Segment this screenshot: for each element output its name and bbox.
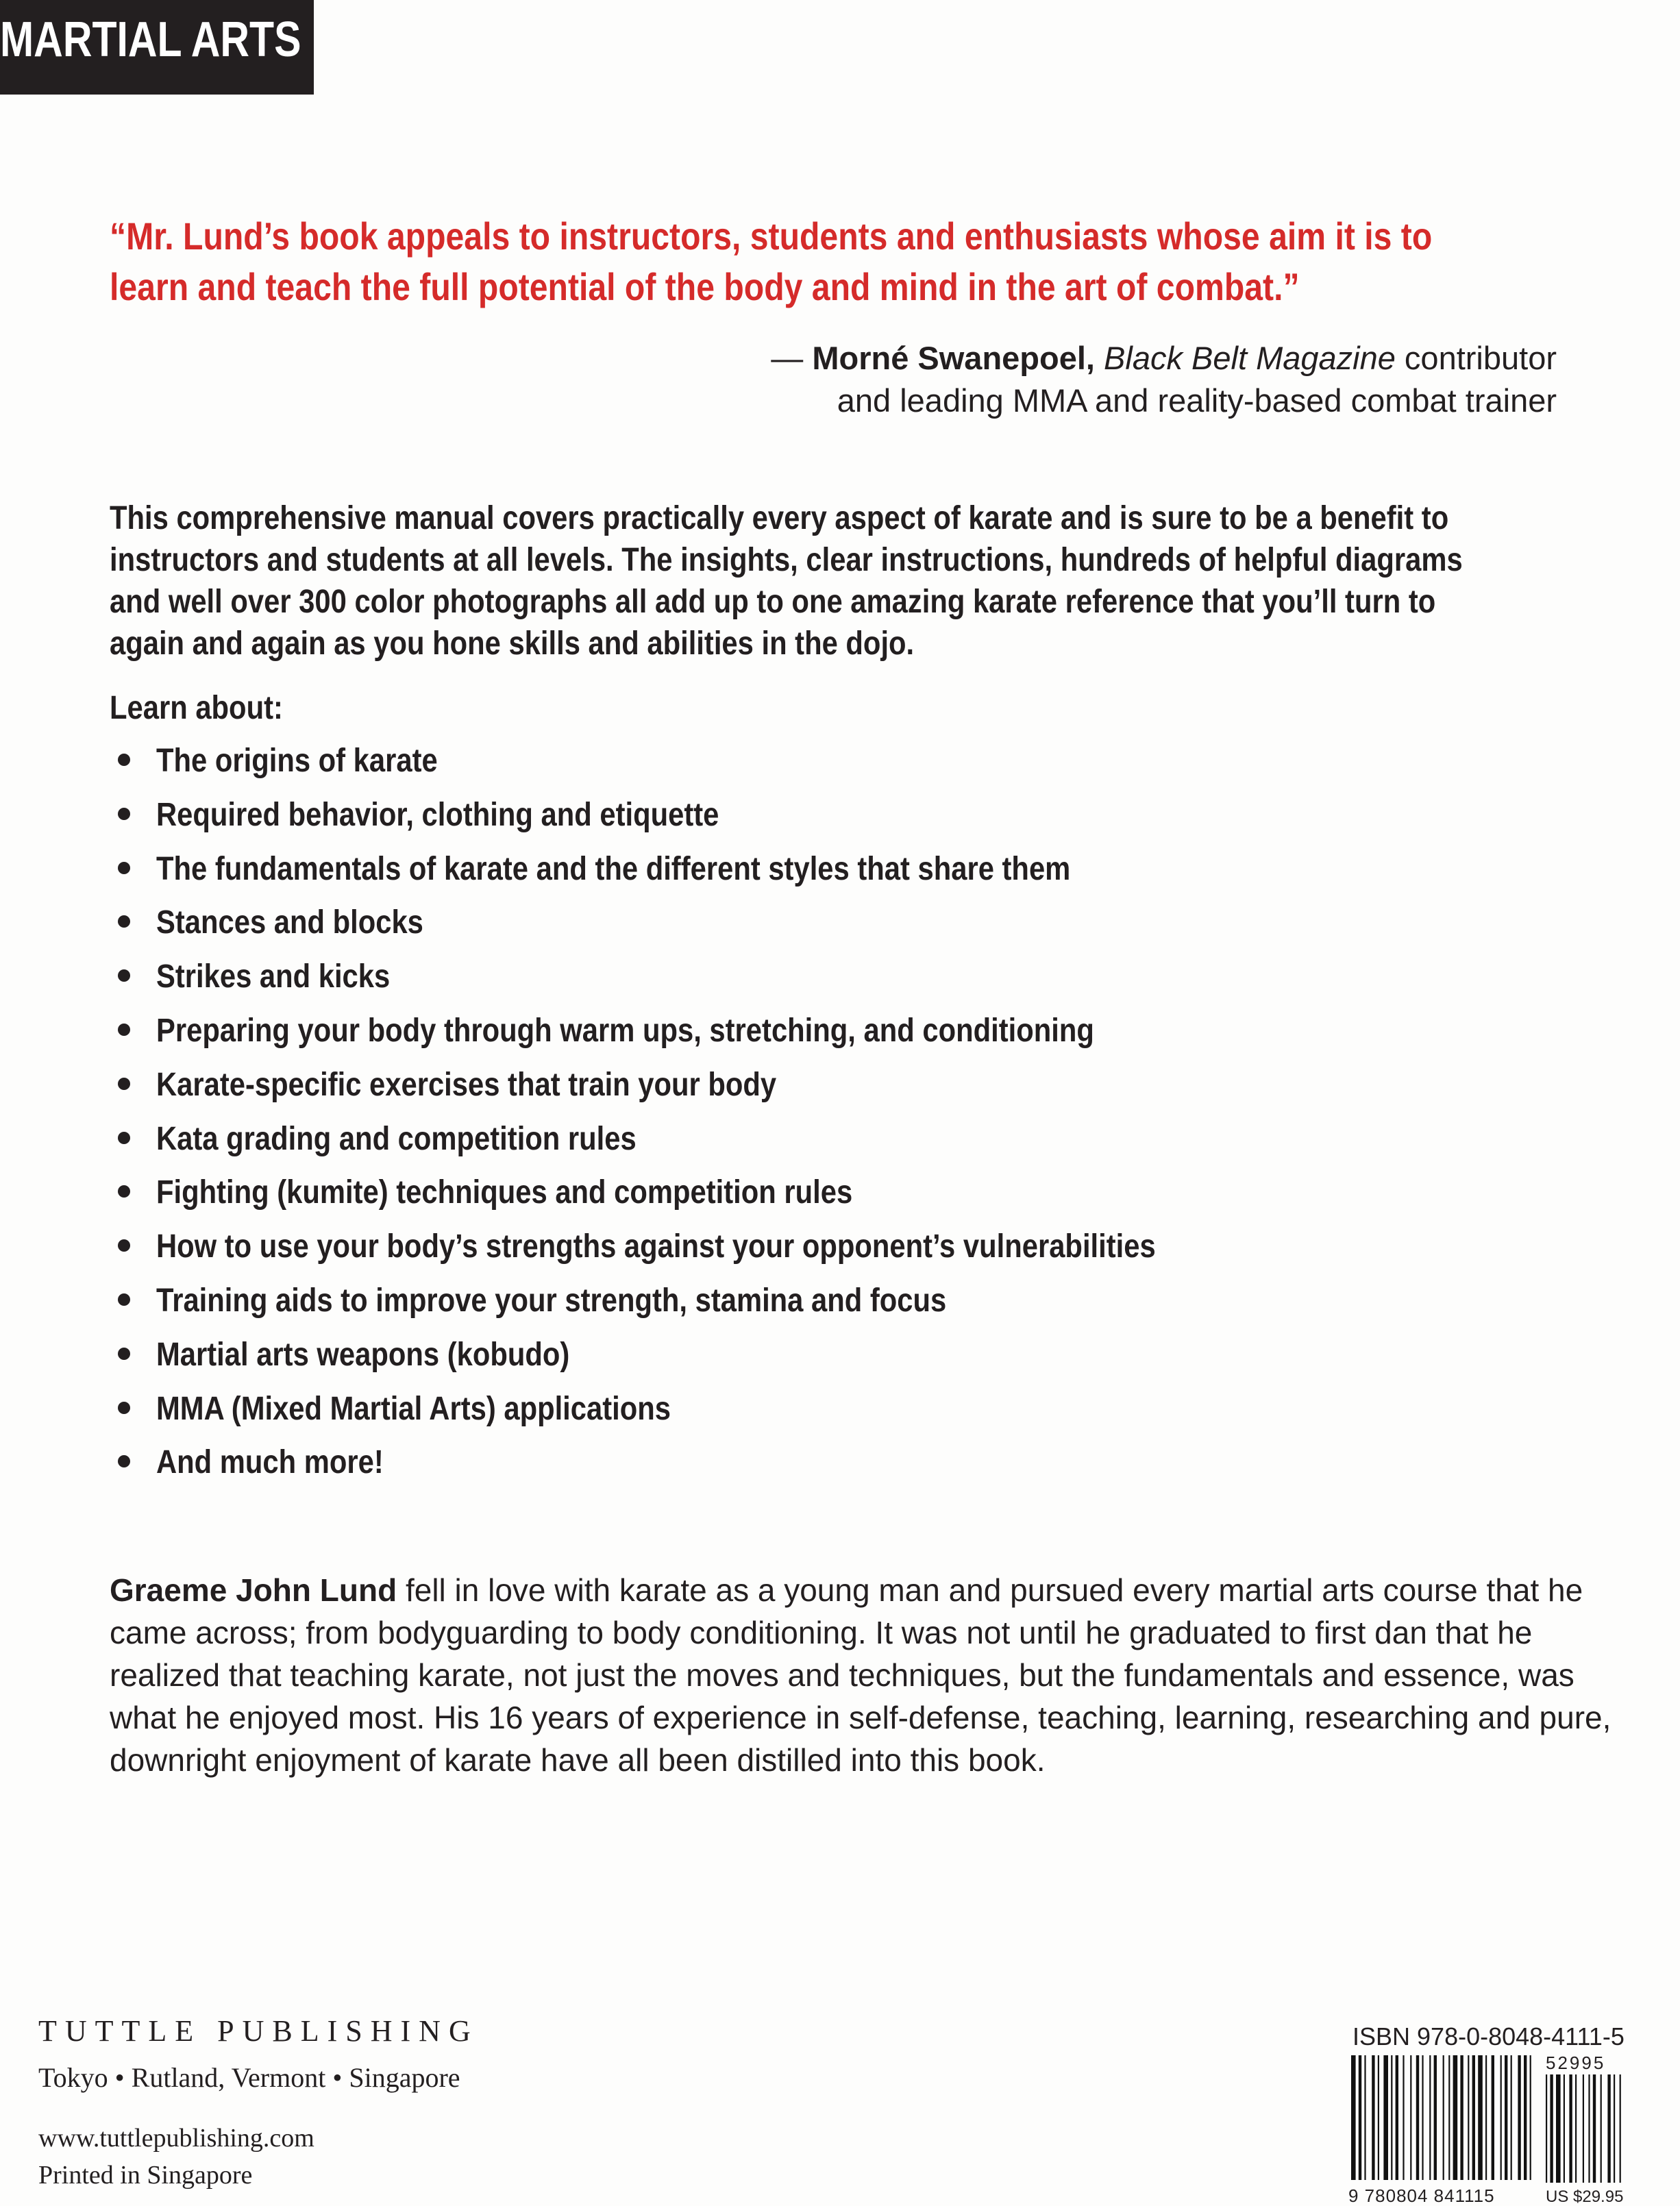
barcode-bar xyxy=(1472,2055,1475,2180)
bio-line: fell in love with karate as a young man and pursued every martial arts course that he xyxy=(397,1572,1583,1608)
barcode-bar xyxy=(1429,2055,1431,2180)
barcode-digits: 9 780804 841115 xyxy=(1348,2185,1495,2206)
bio-line: came across; from bodyguarding to body conditioning. It was not until he graduated to first dan that he xyxy=(110,1615,1533,1650)
bullet-icon xyxy=(118,969,130,982)
barcode-bar xyxy=(1500,2055,1502,2180)
intro-paragraph xyxy=(110,497,1562,665)
intro-line: again and again as you hone skills and abilities in the dojo. xyxy=(110,625,915,662)
addon-bar xyxy=(1550,2074,1553,2183)
barcode-bar xyxy=(1443,2055,1444,2180)
quote-line: learn and teach the full potential of the body and mind in the art of combat.” xyxy=(110,265,1300,308)
pull-quote xyxy=(110,211,1557,312)
intro-line: This comprehensive manual covers practically every aspect of karate and is sure to be a benefit to xyxy=(110,500,1449,536)
attribution-name: Morné Swanepoel, xyxy=(812,340,1095,376)
bullet-icon xyxy=(118,808,130,820)
barcode xyxy=(1347,2053,1635,2206)
intro-line: and well over 300 color photographs all add up to one amazing karate reference that you’ll turn to xyxy=(110,584,1436,620)
addon-bar xyxy=(1614,2074,1615,2183)
barcode-bar xyxy=(1448,2055,1450,2180)
category-label: MARTIAL ARTS xyxy=(0,12,301,67)
addon-bar xyxy=(1593,2074,1596,2183)
addon-bar xyxy=(1601,2074,1602,2183)
publisher-name: TUTTLE PUBLISHING xyxy=(38,2014,479,2048)
publisher-website: www.tuttlepublishing.com xyxy=(38,2124,314,2153)
bullet-icon xyxy=(118,1024,130,1036)
addon-bar xyxy=(1588,2074,1590,2183)
barcode-bar xyxy=(1383,2055,1388,2180)
barcode-bar xyxy=(1524,2055,1527,2180)
barcode-bar xyxy=(1403,2055,1404,2180)
bullet-icon xyxy=(118,1185,130,1198)
bullet-icon xyxy=(118,862,130,874)
publisher-block xyxy=(38,2011,479,2097)
bullet-icon xyxy=(118,1293,130,1306)
publisher-cities: Tokyo • Rutland, Vermont • Singapore xyxy=(38,2062,460,2093)
bio-line: downright enjoyment of karate have all been distilled into this book. xyxy=(110,1742,1046,1778)
barcode-bar xyxy=(1518,2055,1520,2180)
addon-bar xyxy=(1569,2074,1572,2183)
barcode-bar xyxy=(1422,2055,1423,2180)
price-code: 52995 xyxy=(1546,2053,1606,2073)
addon-bar xyxy=(1564,2074,1565,2183)
printed-in: Printed in Singapore xyxy=(38,2161,253,2190)
isbn-label: ISBN 978-0-8048-4111-5 xyxy=(1352,2022,1625,2050)
barcode-bar xyxy=(1416,2055,1419,2180)
bullet-icon xyxy=(118,1239,130,1252)
bullet-icon xyxy=(118,915,130,928)
addon-bar xyxy=(1607,2074,1610,2183)
bullet-icon xyxy=(118,1455,130,1467)
barcode-bar xyxy=(1511,2055,1512,2180)
attribution-publication: Black Belt Magazine xyxy=(1104,340,1396,376)
barcode-bar xyxy=(1492,2055,1494,2180)
bio-line: what he enjoyed most. His 16 years of experience in self-defense, teaching, learning, researching and pure, xyxy=(110,1700,1611,1735)
bullet-icon xyxy=(118,1402,130,1414)
attribution-dash: — xyxy=(771,340,813,376)
addon-bar xyxy=(1575,2074,1577,2183)
attribution-line-2: and leading MMA and reality-based combat trainer xyxy=(837,382,1557,419)
addon-bar xyxy=(1620,2074,1621,2183)
barcode-bar xyxy=(1410,2055,1411,2180)
addon-bar xyxy=(1546,2074,1547,2183)
barcode-bar xyxy=(1460,2055,1463,2180)
bullet-icon xyxy=(118,1348,130,1360)
barcode-bar xyxy=(1391,2055,1392,2180)
barcode-bar xyxy=(1359,2055,1361,2180)
learn-heading: Learn about: xyxy=(110,690,283,726)
quote-line: “Mr. Lund’s book appeals to instructors, students and enthusiasts whose aim it is to xyxy=(110,214,1433,258)
bullet-icon xyxy=(118,1132,130,1144)
bio-line: realized that teaching karate, not just the moves and techniques, but the fundamentals and essence, was xyxy=(110,1657,1574,1693)
barcode-bar xyxy=(1485,2055,1487,2180)
quote-attribution xyxy=(771,337,1557,422)
intro-line: instructors and students at all levels. The insights, clear instructions, hundreds of helpful diagrams xyxy=(110,542,1463,578)
barcode-price: US $29.95 xyxy=(1546,2188,1624,2206)
barcode-bar xyxy=(1351,2055,1356,2180)
barcode-bar xyxy=(1468,2055,1469,2180)
barcode-bar xyxy=(1434,2055,1437,2180)
category-tab xyxy=(0,0,314,95)
barcode-bar xyxy=(1453,2055,1458,2180)
barcode-bar xyxy=(1372,2055,1374,2180)
attribution-role: contributor xyxy=(1395,340,1557,376)
author-name: Graeme John Lund xyxy=(110,1572,397,1608)
barcode-bar xyxy=(1364,2055,1366,2180)
barcode-bar xyxy=(1505,2055,1507,2180)
price-addon-bars xyxy=(1546,2074,1621,2183)
bullet-icon xyxy=(118,754,130,766)
main-barcode-bars xyxy=(1351,2055,1531,2180)
barcode-bar xyxy=(1478,2055,1483,2180)
barcode-bar xyxy=(1530,2055,1531,2180)
publisher-footer xyxy=(38,2120,314,2194)
addon-bar xyxy=(1583,2074,1584,2183)
barcode-bar xyxy=(1396,2055,1398,2180)
bullet-icon xyxy=(118,1078,130,1090)
author-bio xyxy=(110,1569,1611,1781)
barcode-bar xyxy=(1378,2055,1379,2180)
addon-bar xyxy=(1556,2074,1561,2183)
